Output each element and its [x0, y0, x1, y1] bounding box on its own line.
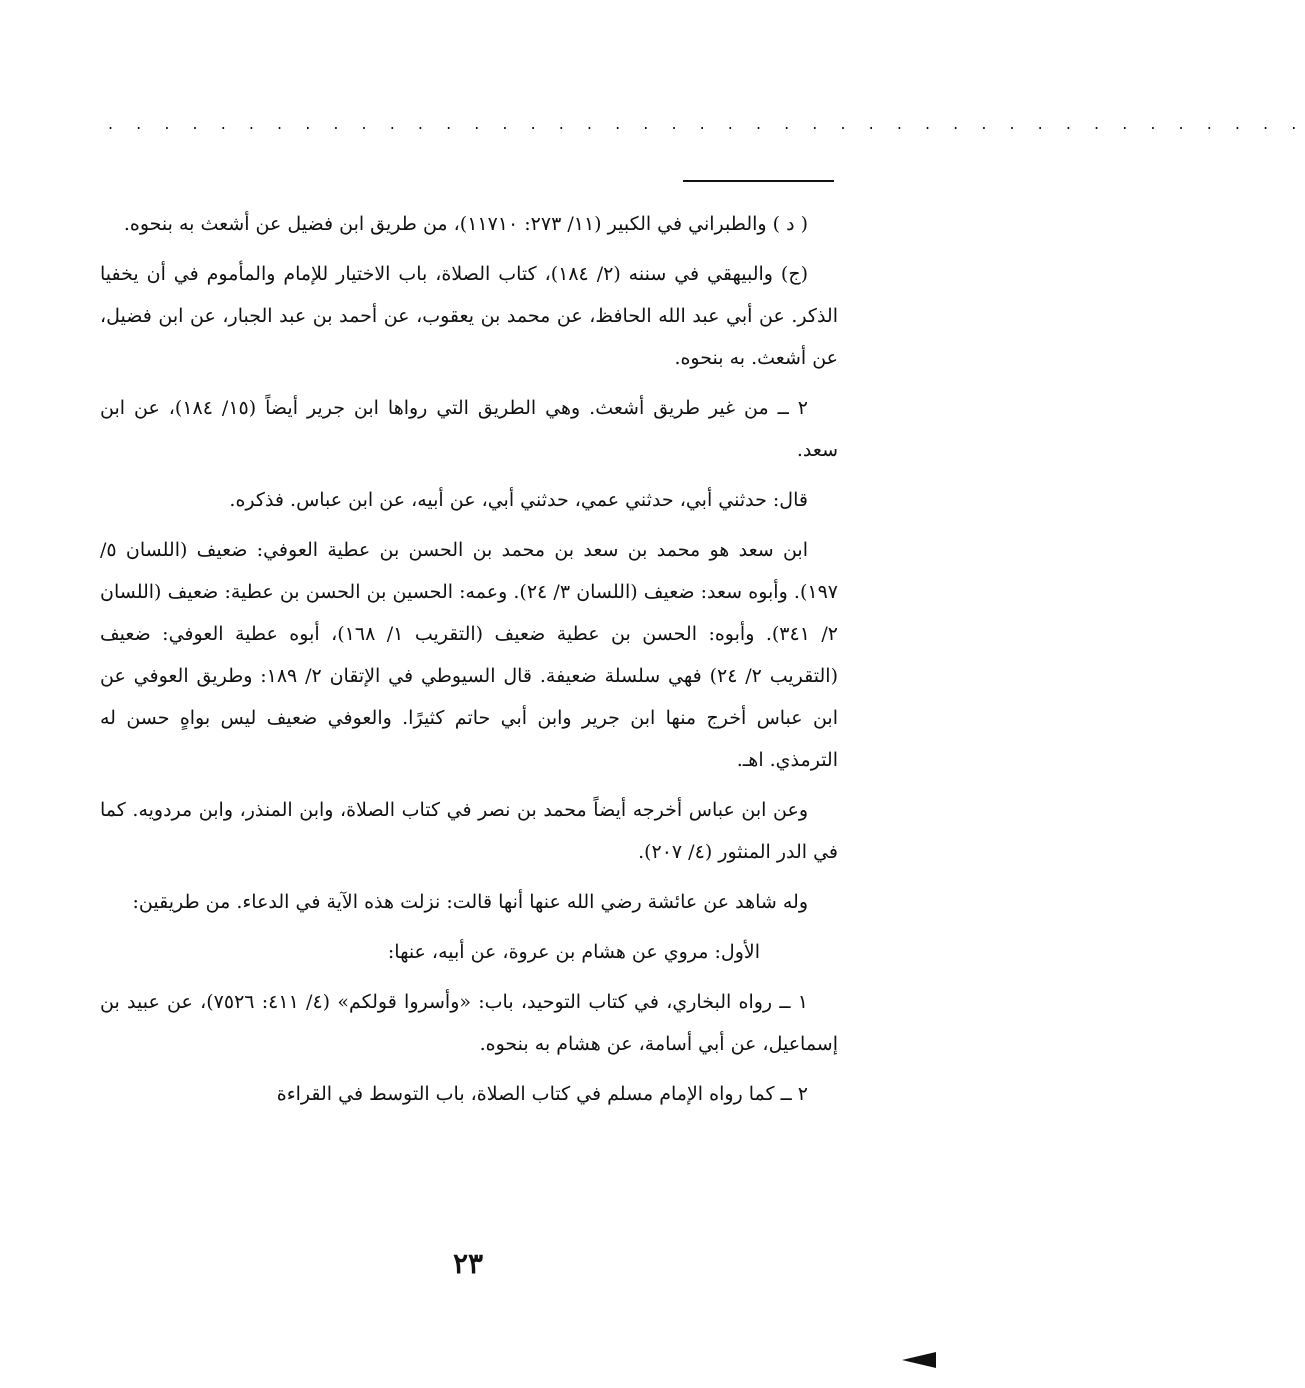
- paragraph-bukhari: ١ ــ رواه البخاري، في كتاب التوحيد، باب: «وأسروا قولكم» (٤/ ٤١١: ٧٥٢٦)، عن عبيد بن إسماعيل، عن أبي أسامة، عن هشام به بنحوه.: [100, 991, 838, 1055]
- paragraph-tabarani: ( د ) والطبراني في الكبير (١١/ ٢٧٣: ١١٧١٠)، من طريق ابن فضيل عن أشعث به بنحوه.: [123, 213, 808, 235]
- footnote-rule: [683, 180, 834, 182]
- paragraph-muslim: ٢ ــ كما رواه الإمام مسلم في كتاب الصلاة، باب التوسط في القراءة: [276, 1083, 808, 1105]
- corner-mark: [902, 1352, 936, 1368]
- paragraph-first-route: الأول: مروي عن هشام بن عروة، عن أبيه، عنها:: [387, 941, 760, 963]
- page-number: ٢٣: [452, 1247, 484, 1280]
- paragraph-ibn-abbas: وعن ابن عباس أخرجه أيضاً محمد بن نصر في كتاب الصلاة، وابن المنذر، وابن مردويه. كما في الدر المنثور (٤/ ٢٠٧).: [100, 799, 838, 863]
- paragraph-narrator-grading: ابن سعد هو محمد بن سعد بن محمد بن الحسن بن عطية العوفي: ضعيف (اللسان ٥/ ١٩٧). وأبوه سعد: ضعيف (اللسان ٣/ ٢٤). وعمه: الحسين بن الحسن بن عطية: ضعيف (اللسان ٢/ ٣٤١). وأبوه: الحسن بن عطية ضعيف (التقريب ١/ ١٦٨)، أبوه عطية العوفي: ضعيف (التقريب ٢/ ٢٤) فهي سلسلة ضعيفة. قال السيوطي في الإتقان ٢/ ١٨٩: وطريق العوفي عن ابن عباس أخرج منها ابن جرير وابن أبي حاتم كثيرًا. والعوفي ضعيف ليس بواهٍ حسن له الترمذي. اهـ.: [100, 539, 839, 771]
- separator-dots: . . . . . . . . . . . . . . . . . . . . . . . . . . . . . . . . . . . . . . . . . . .: [108, 114, 1305, 133]
- paragraph-second-route: ٢ ــ من غير طريق أشعث. وهي الطريق التي رواها ابن جرير أيضاً (١٥/ ١٨٤)، عن ابن سعد.: [100, 397, 838, 461]
- paragraph-aisha-witness: وله شاهد عن عائشة رضي الله عنها أنها قالت: نزلت هذه الآية في الدعاء. من طريقين:: [132, 891, 808, 913]
- page-body: [100, 203, 838, 1123]
- paragraph-bayhaqi: (ج) والبيهقي في سننه (٢/ ١٨٤)، كتاب الصلاة، باب الاختيار للإمام والمأموم في أن يخفيا الذكر. عن أبي عبد الله الحافظ، عن محمد بن يعقوب، عن أحمد بن عبد الجبار، عن ابن فضيل، عن أشعث. به بنحوه.: [100, 263, 838, 369]
- paragraph-isnad: قال: حدثني أبي، حدثني عمي، حدثني أبي، عن أبيه، عن ابن عباس. فذكره.: [229, 489, 808, 511]
